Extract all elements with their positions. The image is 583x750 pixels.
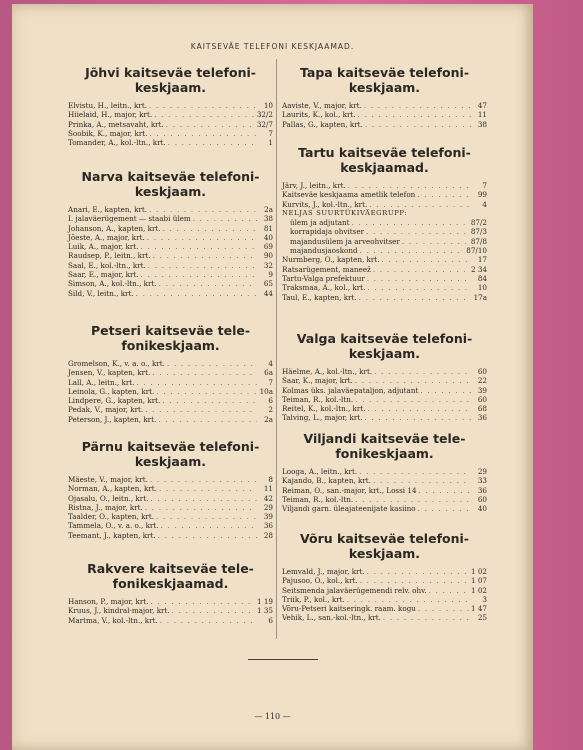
entry-row [282, 209, 487, 218]
entry-row [282, 246, 487, 255]
entry-name: korrapidaja ohvitser [290, 227, 365, 237]
entry-name: ülem ja adjutant [290, 218, 350, 228]
section-title: Tapa kaitseväe telefoni- keskjaam. [299, 65, 470, 95]
entry-number: 1 35 [256, 606, 273, 616]
entry-row [68, 368, 273, 377]
entry-name: Häelme, A., kol.-ltn., krt. [282, 367, 373, 376]
entry-number: 7 [482, 181, 487, 190]
entry-row [282, 604, 487, 613]
entry-number: 22 [477, 376, 487, 386]
document-page [12, 4, 533, 750]
entry-name: Elvistu, H., leitn., krt. [68, 101, 147, 110]
entry-row [68, 129, 273, 138]
leader-dots [168, 138, 257, 147]
entry-number: 1 07 [470, 576, 487, 586]
entry-row [68, 214, 273, 223]
leader-dots [167, 359, 257, 368]
entry-number: 42 [263, 493, 273, 503]
entry-number: 6 [268, 615, 273, 625]
leader-dots [358, 110, 471, 119]
section-left-4 [68, 562, 273, 625]
entry-row [68, 531, 273, 540]
entry-number: 36 [477, 413, 487, 423]
entry-name: Pallas, G., kapten, krt. [282, 119, 363, 129]
entry-name: Kaitseväe keskjaama ametlik telefon [282, 190, 416, 200]
entry-name: Kolmas üks. jalaväepataljon, adjutant [282, 385, 419, 395]
entry-name: Leinola, G., kapten, krt. [68, 386, 155, 396]
entry-number: 29 [477, 467, 487, 476]
entry-number: 39 [263, 512, 273, 522]
leader-dots [152, 368, 257, 377]
entry-number: 68 [477, 404, 487, 414]
entry-name: Jensen, V., kapten, krt. [68, 368, 151, 378]
entry-name: Ojasalu, O., leitn., krt. [68, 493, 149, 503]
entry-name: Lindpere, G., kapten, krt. [68, 396, 161, 406]
entry-row [282, 227, 487, 236]
entry-name: Raudsep, P., leitn., krt. [68, 251, 151, 261]
entry-row [68, 279, 273, 288]
entry-number: 2a [264, 205, 273, 214]
entry-row [282, 576, 487, 585]
entry-name: Taalder, O., kapten, krt. [68, 512, 155, 522]
entry-row [282, 367, 487, 376]
leader-dots [150, 494, 257, 503]
page-number: — 110 — [254, 712, 291, 721]
leader-dots [160, 616, 257, 625]
entry-name: Saar, K., major, krt. [282, 376, 353, 386]
entry-name: Jõeste, A., major, krt. [68, 232, 145, 242]
leader-dots [162, 396, 257, 405]
section-title: Viljandi kaitseväe tele- fonikeskjaam. [303, 431, 466, 461]
entry-row [282, 190, 487, 199]
entry-name: Sild, V., leitn., krt. [68, 288, 134, 298]
leader-dots [145, 503, 257, 512]
entry-number: 40 [263, 232, 273, 242]
leader-dots [366, 227, 469, 236]
running-header: KAITSEVÄE TELEFONI KESKJAAMAD. [190, 42, 355, 51]
leader-dots [141, 242, 257, 251]
entry-name: Traksmaa, A., kol., krt. [282, 283, 366, 293]
leader-dots [367, 274, 471, 283]
leader-dots [347, 595, 471, 604]
entry-row [68, 224, 273, 233]
entry-number: 32/7 [256, 119, 273, 129]
entry-name: Kajando, B., kapten, krt. [282, 476, 371, 486]
entry-name: Tartu-Valga prefektuur [282, 273, 365, 283]
section-left-2 [68, 324, 273, 424]
entry-row [282, 274, 487, 283]
entry-row [68, 120, 273, 129]
leader-dots [420, 386, 471, 395]
entry-name: Saar, E., major, krt. [68, 270, 139, 280]
leader-dots [367, 567, 469, 576]
entry-number: 87/2 [470, 218, 487, 228]
leader-dots [156, 512, 257, 521]
entry-row [68, 242, 273, 251]
entry-row [68, 359, 273, 368]
leader-dots [153, 251, 257, 260]
entry-name: Talving, L., major, krt. [282, 413, 363, 423]
entry-row [282, 395, 487, 404]
section-left-0 [68, 66, 273, 147]
entry-row [282, 586, 487, 595]
entry-name: Kurvits, J., kol.-ltn., krt. [282, 199, 368, 209]
entry-number: 33 [477, 476, 487, 486]
entry-row [68, 289, 273, 298]
leader-dots [402, 237, 469, 246]
entry-row [68, 110, 273, 119]
section-right-2 [282, 332, 487, 423]
entry-name: Kruus, J., kindral-major, krt. [68, 606, 170, 616]
entry-row [282, 376, 487, 385]
leader-dots [373, 476, 471, 485]
entry-number: 1 [268, 138, 273, 148]
leader-dots [360, 576, 469, 585]
entry-row [282, 218, 487, 227]
entry-name: Vehik, L., san.-kol.-ltn., krt. [282, 613, 381, 623]
leader-dots [369, 200, 471, 209]
leader-dots [150, 597, 255, 606]
section-title: Jõhvi kaitseväe telefoni- keskjaam. [85, 65, 256, 95]
entry-name: Taul, E., kapten, krt. [282, 292, 357, 302]
entry-number: 47 [477, 101, 487, 110]
section-right-1 [282, 146, 487, 302]
leader-dots [158, 415, 257, 424]
leader-dots [147, 233, 257, 242]
entry-name: Laurits, K., kol., krt. [282, 110, 356, 120]
leader-dots [419, 486, 471, 495]
entry-number: 4 [482, 199, 487, 209]
entry-number: 87/10 [466, 246, 487, 256]
leader-dots [355, 495, 471, 504]
entry-row [68, 494, 273, 503]
entry-number: 39 [477, 385, 487, 395]
entry-row [68, 378, 273, 387]
leader-dots [359, 467, 471, 476]
entry-number: 99 [477, 190, 487, 200]
entry-name: I. jalaväerügement — staabi ülem [68, 214, 191, 224]
entry-number: 11 [263, 484, 273, 494]
entry-name: Hiielaid, H., major, krt. [68, 110, 153, 120]
entry-row [282, 486, 487, 495]
entry-row [68, 205, 273, 214]
entry-number: 60 [477, 394, 487, 404]
entry-number: 40 [477, 504, 487, 514]
entry-name: Gromelson, K., v. a. o., krt. [68, 359, 165, 368]
leader-dots [418, 604, 469, 613]
entry-name: Ristna, J., major, krt. [68, 502, 143, 512]
entry-row [68, 261, 273, 270]
section-right-0 [282, 66, 487, 129]
entry-number: 36 [477, 485, 487, 495]
entry-name: Viljandi garn. üleajateenijate kasiino [282, 504, 416, 514]
entry-number: 2a [264, 414, 273, 424]
leader-dots [382, 255, 471, 264]
leader-dots [136, 378, 257, 387]
entry-row [68, 251, 273, 260]
entry-number: 1 02 [470, 567, 487, 576]
entry-name: Teiman, R., kol.-ltn. [282, 394, 354, 404]
entry-name: Peterson, J., kapten, krt. [68, 414, 157, 424]
entry-name: Lall, A., leitn., krt. [68, 377, 135, 387]
entry-name: Tammela, O., v. a. o., krt. [68, 521, 159, 531]
leader-dots [429, 586, 469, 595]
entry-number: 2 34 [470, 264, 487, 274]
leader-dots [373, 265, 469, 274]
entry-name: Seitsmenda jalaväerügemendi relv. ohv. [282, 585, 427, 595]
leader-dots [418, 504, 471, 513]
entry-name: Looga, A., leitn., krt. [282, 467, 358, 476]
section-title: Rakvere kaitseväe tele- fonikeskjaamad. [87, 561, 254, 591]
entry-row [282, 181, 487, 190]
entry-number: 87/3 [470, 227, 487, 237]
entry-row [282, 120, 487, 129]
leader-dots [159, 484, 257, 493]
entry-row [68, 233, 273, 242]
entry-name: Johanson, A., kapten, krt. [68, 223, 161, 233]
entry-number: 9 [268, 270, 273, 280]
entry-name: Saal, E., kol.-ltn., krt. [68, 260, 146, 270]
column-divider [276, 59, 277, 639]
entry-number: 10a [259, 386, 273, 396]
entry-name: Simson, A., kol.-ltn., krt. [68, 279, 157, 289]
entry-row [68, 475, 273, 484]
entry-number: 60 [477, 367, 487, 376]
entry-name: Järv, J., leitn., krt. [282, 181, 346, 190]
leader-dots [163, 224, 257, 233]
entry-number: 60 [477, 494, 487, 504]
entry-row [68, 138, 273, 147]
entry-name: Anari, E., kapten, krt. [68, 205, 148, 214]
section-left-3 [68, 440, 273, 540]
entry-row [282, 613, 487, 622]
entry-name: Luik, A., major, krt. [68, 242, 139, 252]
entry-name: Pajusoo, O., kol., krt. [282, 576, 358, 586]
entry-name: Lemvald, J., major, krt. [282, 567, 365, 576]
leader-dots [158, 531, 257, 540]
leader-dots [368, 404, 471, 413]
entry-number: 1 02 [470, 585, 487, 595]
leader-dots [383, 613, 471, 622]
leader-dots [417, 190, 471, 199]
entry-row [282, 595, 487, 604]
entry-row [282, 200, 487, 209]
entry-name: Norman, A., kapten, krt. [68, 484, 157, 494]
leader-dots [193, 214, 257, 223]
entry-number: 38 [263, 214, 273, 224]
entry-number: 10 [477, 283, 487, 293]
entry-row [282, 476, 487, 485]
entry-number: 32/2 [256, 110, 273, 120]
entry-name: Prinka, A., metsavaht, krt. [68, 119, 164, 129]
entry-row [68, 484, 273, 493]
entry-row [68, 512, 273, 521]
leader-dots [159, 279, 257, 288]
entry-row [282, 293, 487, 302]
entry-number: 1 19 [256, 597, 273, 606]
entry-name: Soobik, K., major, krt. [68, 128, 148, 138]
entry-row [282, 255, 487, 264]
entry-row [282, 110, 487, 119]
entry-name: Nurmberg, O., kapten, krt. [282, 255, 380, 265]
leader-dots [348, 181, 471, 190]
entry-row [68, 396, 273, 405]
entry-number: 29 [263, 502, 273, 512]
entry-name: NELJAS SUURTÜKIVÄEGRUPP: [282, 208, 408, 217]
section-title: Tartu kaitseväe telefoni- keskjaamad. [298, 145, 471, 175]
entry-number: 7 [268, 377, 273, 387]
entry-row [282, 413, 487, 422]
entry-number: 28 [263, 530, 273, 540]
entry-name: Pedak, V., major, krt. [68, 405, 144, 415]
entry-row [68, 415, 273, 424]
entry-number: 2 [268, 405, 273, 415]
entry-row [282, 567, 487, 576]
leader-dots [148, 261, 257, 270]
entry-row [282, 495, 487, 504]
leader-dots [150, 475, 257, 484]
entry-number: 44 [263, 288, 273, 298]
entry-row [68, 616, 273, 625]
entry-row [282, 237, 487, 246]
entry-row [282, 404, 487, 413]
leader-dots [374, 367, 471, 376]
entry-row [68, 597, 273, 606]
section-title: Petseri kaitseväe tele- fonikeskjaam. [90, 323, 251, 353]
entry-row [282, 283, 487, 292]
entry-name: Ratsarügement, maneež [282, 264, 371, 274]
entry-number: 8 [268, 475, 273, 484]
entry-name: Võru-Petseri kaitseringk. raam. kogu [282, 604, 416, 614]
leader-dots [156, 387, 257, 396]
entry-number: 65 [263, 279, 273, 289]
entry-number: 90 [263, 251, 273, 261]
leader-dots [172, 606, 255, 615]
entry-name: Mäeste, V., major, krt. [68, 475, 148, 484]
leader-dots [360, 246, 465, 255]
entry-name: Triik, P., kol., krt. [282, 594, 345, 604]
section-right-3 [282, 432, 487, 513]
section-left-1 [68, 170, 273, 298]
entry-number: 81 [263, 223, 273, 233]
leader-dots [136, 289, 257, 298]
entry-name: Reiman, O., san.-major, krt., Lossi 14 [282, 485, 417, 495]
leader-dots [154, 110, 255, 119]
leader-dots [355, 395, 471, 404]
entry-name: Teemant, J., kapten, krt. [68, 530, 156, 540]
entry-row [68, 521, 273, 530]
entry-name: majandusülem ja arveohvitser [290, 236, 400, 246]
entry-row [282, 386, 487, 395]
entry-number: 69 [263, 242, 273, 252]
entry-name: Teiman, R., kol.-ltn. [282, 494, 354, 504]
entry-row [68, 387, 273, 396]
entry-number: 6a [264, 368, 273, 378]
entry-row [282, 265, 487, 274]
entry-number: 87/8 [470, 236, 487, 246]
entry-number: 17a [473, 292, 487, 302]
entry-name: majandusjaoskond [290, 246, 358, 256]
leader-dots [149, 129, 257, 138]
entry-row [68, 606, 273, 615]
entry-number: 25 [477, 613, 487, 623]
entry-number: 17 [477, 255, 487, 265]
entry-number: 11 [477, 110, 487, 120]
entry-number: 32 [263, 260, 273, 270]
entry-number [407, 209, 421, 218]
entry-row [282, 467, 487, 476]
leader-dots [359, 293, 471, 302]
section-title: Pärnu kaitseväe telefoni- keskjaam. [81, 439, 260, 469]
leader-dots [141, 270, 257, 279]
leader-dots [364, 413, 471, 422]
leader-dots [352, 218, 469, 227]
leader-dots [145, 405, 257, 414]
entry-number: 84 [477, 273, 487, 283]
footer-rule [248, 659, 318, 660]
entry-number: 36 [263, 521, 273, 531]
leader-dots [365, 120, 471, 129]
leader-dots [149, 101, 257, 110]
leader-dots [367, 283, 471, 292]
section-title: Narva kaitseväe telefoni- keskjaam. [81, 169, 260, 199]
leader-dots [149, 205, 257, 214]
entry-row [282, 504, 487, 513]
leader-dots [355, 376, 471, 385]
section-title: Võru kaitseväe telefoni- keskjaam. [300, 531, 469, 561]
section-title: Valga kaitseväe telefoni- keskjaam. [296, 331, 473, 361]
entry-row [282, 101, 487, 110]
entry-number: 10 [263, 101, 273, 110]
section-right-4 [282, 532, 487, 623]
entry-name: Aaviste, V., major, krt. [282, 101, 362, 110]
leader-dots [364, 101, 471, 110]
entry-name: Reitel, K., kol.-ltn., krt. [282, 404, 366, 414]
entry-row [68, 270, 273, 279]
entry-number: 38 [477, 119, 487, 129]
entry-name: Tomander, A., kol.-ltn., krt. [68, 138, 166, 148]
entry-number: 1 47 [470, 604, 487, 614]
entry-number: 7 [268, 128, 273, 138]
entry-number: 3 [482, 594, 487, 604]
entry-number: 4 [268, 359, 273, 368]
entry-row [68, 101, 273, 110]
entry-name: Hanson, P., major, krt. [68, 597, 149, 606]
entry-row [68, 503, 273, 512]
entry-number: 6 [268, 396, 273, 406]
leader-dots [161, 521, 257, 530]
entry-row [68, 405, 273, 414]
leader-dots [166, 120, 255, 129]
entry-name: Martma, V., kol.-ltn., krt. [68, 615, 158, 625]
